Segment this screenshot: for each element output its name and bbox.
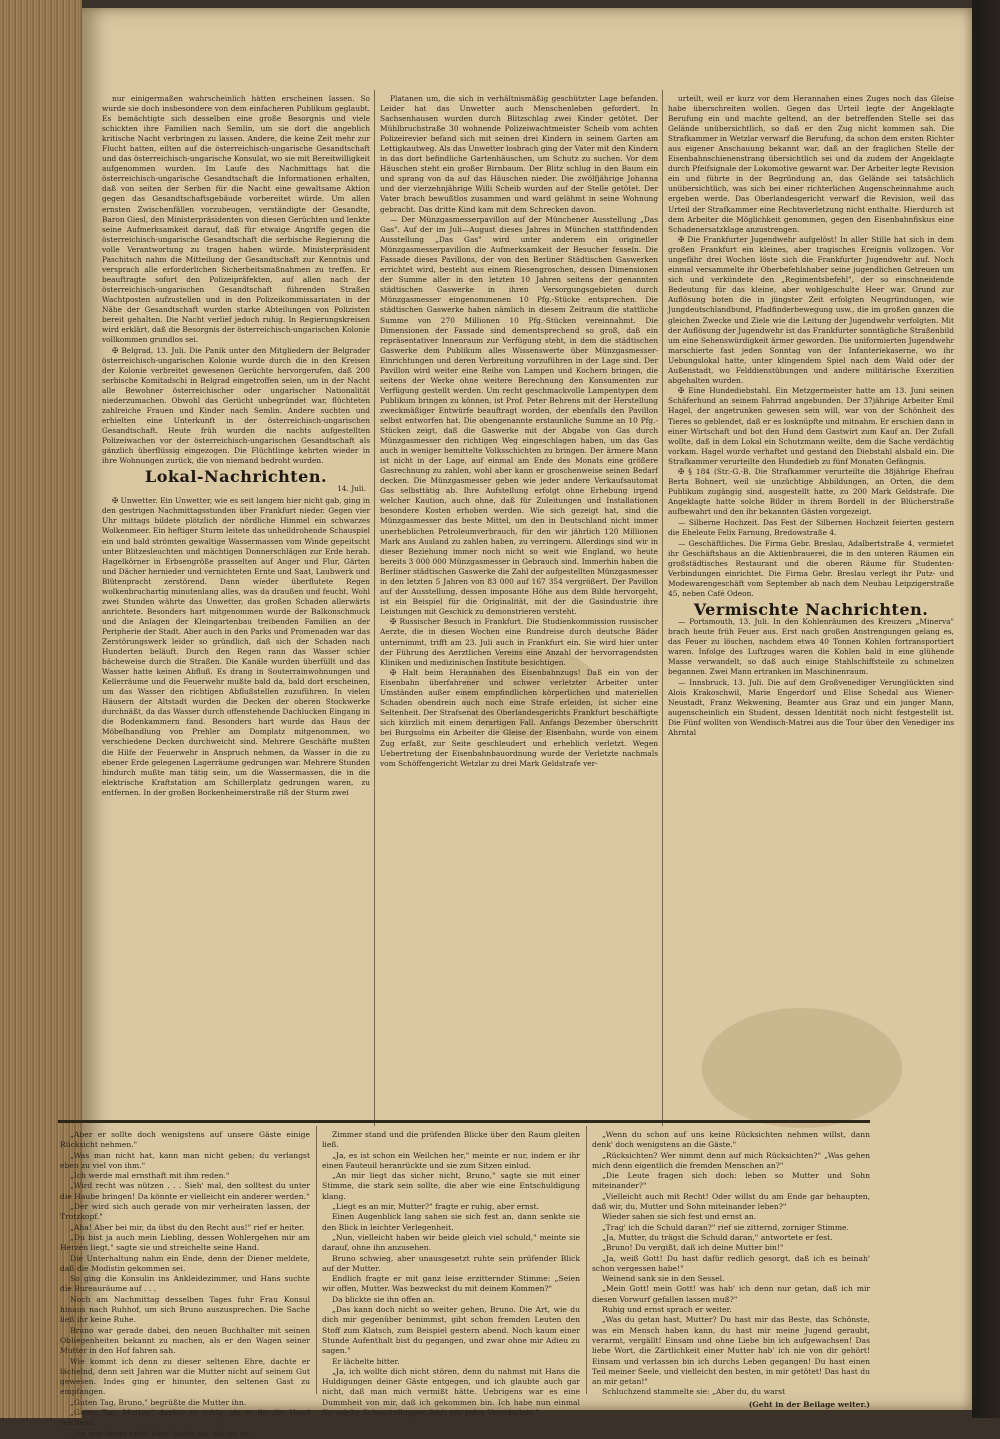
feuilleton-line: Zimmer stand und die prüfenden Blicke über den Raum gleiten ließ.: [322, 1130, 580, 1150]
column-divider: [662, 90, 663, 1126]
feuilleton-column-2: [322, 1130, 580, 1418]
article-innsbruck: — Innsbruck, 13. Juli. Die auf dem Großvenediger Verunglückten sind Alois Krakoschwil, Marie Engerdorf und Elise Schedal aus Wiener-Neustadt, Franz Wekwening, Beamter aus Graz und ein junger Mann, augenscheinlich ein Student, dessen Identität noch nicht festgestellt ist. Die Fünf wollten von Wendisch-Matrei aus die Tour über den Venediger ins Ahrntal: [668, 677, 954, 737]
feuilleton-line: „Nun, vielleicht haben wir beide gleich viel schuld," meinte sie darauf, ohne ihn anzusehen.: [322, 1232, 580, 1253]
dateline: 14. Juli.: [337, 484, 366, 494]
column-divider: [586, 1126, 587, 1394]
feuilleton-line: „Guten Tag, Mutter," dankte er ruhig, als er ihr die Hand reichend.: [60, 1408, 310, 1428]
feuilleton-line: „Ja, Mutter, du trägst die Schuld daran," antwortete er fest.: [602, 1232, 833, 1242]
feuilleton-line: „Ja, ich wollte dich nicht stören, denn du nahmst mit Hans die Huldigungen deiner Gäste entgegen, und ich glaubte auch gar nicht, daß man mich vermißt hätte. Uebrigens war es eine Dummheit von mir, daß ich gekommen bin. Ich habe nun einmal für solche Schaustellungen fehlt mir jedes Verständnis.": [322, 1366, 580, 1418]
feuilleton-line: Die Unterhaltung nahm ein Ende, denn der Diener meldete, daß die Modistin gekommen sei.: [60, 1253, 310, 1273]
article-unwetter: ✠ Unwetter. Ein Unwetter, wie es seit langem hier nicht gab, ging in den gestrigen Nachmittagsstunden über Frankfurt nieder. Gegen vier Uhr mittags bildete plötzlich der nördliche Himmel ein schwarzes Wolkenmeer. Ein heftiger Sturm leitete das unheildrohende Schauspiel ein und bald strömten gewaltige Wassermassen vom Winde gepeitscht unter Blitzesleuchten und mächtigen Donnerschlägen zur Erde herab. Hagelkörner in Erbsengröße prasselten auf Anger und Flur, Gärten und Dächer hernieder und vernichteten Ernte und Saat, Laubwerk und Blütenpracht zerstörend. Dann wieder überflutete Regen wolkenbruchartig minutenlang alles, was da draußen und feucht. Wohl zwei Stunden währte das Unwetter, das großen Schaden allerwärts anrichtete. Besonders hart mitgenommen wurde der Balkonschmuck und die Anlagen der Kleingartenbau treibenden Familien an der Peripherie der Stadt. Aber auch in den Parks und Promenaden war das Zerstörungswerk leider so gründlich, daß sich der Schaden nach Hunderten beläuft. Durch den Regen rann das Wasser schier bächeweise durch die Straßen. Die Kanäle wurden überfüllt und das Wasser hatte keinen Abfluß. Es drang in Souterrainwohnungen und Kellerräume und die Feuerwehr mußte bald da, bald dort erscheinen, um das Wasser den richtigen Abflußstellen zuzuführen. In vielen Häusern der Altstadt wurden die Decken der oberen Stockwerke durchnäßt, da das Wasser durch offenstehende Dachlucken Eingang in die Bodenkammern fand. Besonders hart wurde das Haus der Möbelhandlung von Prehler am Domplatz mitgenommen, wo verschiedene Decken durchweicht sind. Mehrere Geschäfte mußten die Hilfe der Feuerwehr in Anspruch nehmen, da Wasser in die zu ebener Erde gelegenen Lagerräume gedrungen war. Mehrere Stunden hindurch mußte man tätig sein, um die Wassermassen, die in die elektrische Kraftstation am Schillerplatz gedrungen waren, zu entfernen. In der großen Bockenheimerstraße riß der Sturm zwei: [102, 496, 370, 797]
feuilleton-line: Noch am Nachmittag desselben Tages fuhr Frau Konsul hinaus nach Ruhhof, um sich Bruno auszusprechen. Die Sache ließ ihr keine Ruhe.: [60, 1294, 310, 1325]
article-text: urteilt, weil er kurz vor dem Herannahen eines Zuges noch das Gleise habe überschreiten wollen. Gegen das Urteil legte der Angeklagte Berufung ein und machte geltend, an der betreffenden Stelle sei das Gelände unübersichtlich, so daß er den Zug nicht kommen sah. Die Strafkammer in Wetzlar verwarf die Berufung, da schon dem ersten Richter aus eigener Anschauung bekannt war, daß an der fraglichen Stelle der Eisenbahnschienenstrang übersichtlich sei und da zudem der Angeklagte durch Pfeifsignale der Lokomotive gewarnt war. Der Arbeiter legte Revision ein und führte in der Begründung an, das Gelände sei tatsächlich unübersichtlich, was sich bei einer richterlichen Augenscheinnahme auch ergeben werde. Das Oberlandesgericht verwarf die Revision, weil das Urteil der Strafkammer eine Rechtsverletzung nicht enthalte. Hierdurch ist dem Arbeiter die Möglichkeit genommen, gegen den Eisenbahnfiskus eine Schadenersatzklage anzustrengen.: [668, 94, 954, 234]
feuilleton-line: „Der wird sich auch gerade von mir verheiraten lassen, der Trotzkopf.": [60, 1202, 310, 1222]
feuilleton-line: „An mir liegt das sicher nicht, Bruno," sagte sie mit einer Stimme, die stark sein sollte, die aber wie eine Entschuldigung klang.: [322, 1171, 580, 1201]
feuilleton-column-1: [60, 1130, 310, 1438]
feuilleton-line: Weinend sank sie in den Sessel.: [602, 1274, 725, 1284]
feuilleton-line: „Trag' ich die Schuld daran?" rief sie zitternd, zorniger Stimme.: [602, 1222, 849, 1232]
section-title-vermischte: Vermischte Nachrichten.: [693, 599, 929, 619]
feuilleton-line: Ruhig und ernst sprach er weiter.: [602, 1305, 732, 1315]
article-text: Platanen um, die sich in verhältnismäßig geschützter Lage befanden. Leider hat das Unwetter auch Menschenleben gefordert. In Sachsenhausen wurden durch Blitzschlag zwei Kinder getötet. Der Mühlbruchstraße 30 wohnende Polizeiwachtmeister Scheib vom achten Polizeirevier befand sich mit seinen drei Kindern in seinem Garten am Lettigkautweg. Als das Unwetter losbrach ging der Vater mit den Kindern in das dort befindliche Gartenhäuschen, um Schutz zu suchen. Vor dem Häuschen steht ein großer Birnbaum. Der Blitz schlug in den Baum ein und sprang von da auf das Häuschen nieder. Die zwölfjährige Johanna und der vierzehnjährige Willi Scheib wurden auf der Stelle getötet. Der Vater brach bewußtlos zusammen und ward gelähmt in seine Wohnung gebracht. Das dritte Kind kam mit dem Schrecken davon.: [380, 94, 658, 214]
article-hundediebstahl: ✠ Eine Hundediebstahl. Ein Metzgermeister hatte am 13. Juni seinen Schäferhund an seinem Fahrrad angebunden. Der 37jährige Arbeiter Emil Hagel, der angetrunken gewesen sein will, war von der Schönheit des Tieres so geblendet, daß er es losknüpfte und mitnahm. Er erschien dann in einer Wirtschaft und bot den Hund dem Gastwirt zum Kauf an. Der Zufall wollte, daß in dem Lokal ein Schutzmann weilte, dem die Sache verdächtig vorkam. Hagel wurde verhaftet und gestand den Diebstahl alsbald ein. Die Strafkammer verurteilte den Hundedieb zu fünf Monaten Gefängnis.: [668, 386, 954, 466]
article-russian-visit: ✠ Russischer Besuch in Frankfurt. Die Studienkommission russischer Aerzte, die in diesen Wochen eine Rundreise durch deutsche Bäder unternimmt, trifft am 23. Juli auch in Frankfurt ein. Sie wird hier unter der Führung des Aerztlichen Vereins eine Anzahl der hervorragendsten Kliniken und medizinischen Institute besichtigen.: [380, 617, 658, 667]
feuilleton-line: „Aber er sollte doch wenigstens auf unsere Gäste einige Rücksicht nehmen.": [60, 1130, 310, 1150]
feuilleton-line: „Was man nicht hat, kann man nicht geben; du verlangst eben zu viel von ihm.": [60, 1150, 310, 1170]
feuilleton-line: „Rücksichten? Wer nimmt denn auf mich Rücksichten?" „Was gehen mich denn eigentlich die fremden Menschen an?": [592, 1150, 870, 1170]
feuilleton-column-3: [592, 1130, 870, 1409]
feuilleton-line: „Das kann doch nicht so weiter gehen, Bruno. Die Art, wie du dich mir gegenüber benimmst, gibt schon fremden Leuten den Stoff zum Klatsch, zum Beispiel gestern abend. Noch kaum einer Stunde Aufenthalt bist du gegangen, und zwar ohne mir Adieu zu sagen.": [322, 1305, 580, 1356]
feuilleton-line: Endlich fragte er mit ganz leise erzitternder Stimme: „Seien wir offen, Mutter. Was bezweckst du mit deinem Kommen?": [322, 1274, 580, 1294]
feuilleton-line: „Ja, es ist schon ein Weilchen her," meinte er nur, indem er ihr einen Fauteuil heranrückte und sie zum Sitzen einlud.: [322, 1150, 580, 1170]
article-text: nur einigermaßen wahrscheinlich hätten erscheinen lassen. So wurde sie doch insbesondere von dem einfacheren Publikum geglaubt. Es bemächtigte sich desselben eine große Besorgnis und viele schickten ihre Familien nach Semlin, um sie dort die angeblich kritische Nacht verbringen zu lassen. Andere, die keine Zeit mehr zur Flucht hatten, eilten auf die österreichisch-ungarische Gesandtschaft und das österreichisch-ungarische Konsulat, wo sie mit Bereitwilligkeit aufgenommen wurden. Im Laufe des Nachmittags hat die österreichisch-ungarische Gesandtschaft die Informationen erhalten, daß von seiten der Serben für die Nacht eine gewaltsame Aktion gegen das Gesandtschaftsgebäude vorbereitet würde. Um allen ernsten Zwischenfällen vorzubeugen, verständigte der Gesandte, Baron Giesl, den Ministerpräsidenten von diesen Gerüchten und lenkte seine Aufmerksamkeit darauf, daß für etwaige Angriffe gegen die österreichisch-ungarische Gesandtschaft die serbische Regierung die volle Verantwortung zu tragen haben würde. Ministerpräsident Paschitsch nahm die Mitteilung der Gesandtschaft zur Kenntnis und versprach alle erforderlichen Sicherheitsmaßnahmen zu treffen. Er beauftragte sofort den Polizeipräfekten, auf allen nach der österreichisch-ungarischen Gesandtschaft führenden Straßen Wachtposten aufzustellen und in den Polizeikommissariaten in der Nähe der Gesandtschaft wurden starke Abteilungen von Polizisten bereit gehalten. Die Nacht verlief jedoch ruhig. In Regierungskreisen wird erklärt, daß die Besorgnis der österreichisch-ungarischen Kolonie vollkommen grundlos sei.: [102, 94, 370, 345]
feuilleton-line: Schluchzend stammelte sie: „Aber du, du warst: [602, 1387, 786, 1397]
section-title-lokal: Lokal-Nachrichten.: [144, 467, 328, 487]
article-gas-pavillon: — Der Münzgasmesserpavillon auf der Münchener Ausstellung „Das Gas". Auf der im Juli—August dieses Jahres in München stattfindenden Ausstellung „Das Gas" wird unter anderem ein origineller Münzgasmesserpavillon die Aufmerksamkeit der Besucher fesseln. Die Fassade dieses Pavillons, der von den Berliner Städtischen Gaswerken errichtet wird, besteht aus einem Riesengroschen, dessen Dimensionen der Summe aller in den letzten 10 Jahren seitens der genannten städtischen Gaswerke in ihren Versorgungsgebieten durch Münzgasmesser eingenommenen 10 Pfg.-Stücke entsprechen. Die städtischen Gaswerke haben nämlich in diesem Zeitraum die stattliche Summe von 270 Millionen 10 Pfg.-Stücken vereinnahmt. Die Dimensionen der Fassade sind dementsprechend so groß, daß ein repräsentativer Innenraum zur Verfügung steht, in dem die städtischen Gaswerke dem Publikum alles Wissenswerte über Münzgasmesser-Einrichtungen und deren Verbreitung vorzuführen in der Lage sind. Der Pavillon wird weiter eine Reihe von Lampen und Kochern bringen, die seitens der Werke ohne weitere Berechnung den Konsumenten zur Verfügung gestellt werden. Um recht geschmackvolle Lampentypen dem Publikum bringen zu können, ist Prof. Peter Behrens mit der Herstellung zweckmäßiger Entwürfe beauftragt worden, der ebenfalls den Pavillon selbst entworfen hat. Die obengenannte erstaunliche Summe an 10 Pfg.-Stücken zeigt, daß die Gaswerke mit der Abgabe von Gas durch Münzgasmesser den richtigen Weg eingeschlagen haben, um das Gas auch in weniger bemittelte Volksschichten zu bringen. Der ärmere Mann ist nicht in der Lage, auf einmal am Ende des Monats eine größere Gasrechnung zu zahlen, wohl aber kann er groschenweise seinen Bedarf decken. Die Münzgasmesser geben wie jeder andere Verkaufsautomat Gas selbsttätig ab. Ihre Aufstellung erfolgt ohne Erhebung irgend welcher Kaution, auch ohne, daß für Zuleitungen und Installationen besondere Kosten erhoben werden. Wie sich gezeigt hat, sind die Münzgasmesser das beste Mittel, um den in Deutschland nicht immer unerheblichen Petroleumverbrauch, für den wir jährlich 120 Millionen Mark ans Ausland zu zahlen haben, zu verringern. Allerdings sind wir in dieser Beziehung immer noch nicht so weit wie England, wo heute bereits 3 000 000 Münzgasmesser in Gebrauch sind. Immerhin haben die Berliner städtischen Gaswerke die Zahl der aufgestellten Münzgasmesser in den letzten 5 Jahren von 83 000 auf 167 354 vergrößert. Der Pavillon auf der Ausstellung, dessen imposante Höhe aus dem Bilde hervorgeht, ist ein Beispiel für die Originalität, mit der die Gasindustrie ihre Leistungen mit Geschick zu demonstrieren versteht.: [380, 215, 658, 616]
feuilleton-line: „Vielleicht auch mit Recht! Oder willst du am Ende gar behaupten, daß wir, du, Mutter und Sohn miteinander leben?": [592, 1191, 870, 1212]
feuilleton-line: Bruno war gerade dabei, den neuen Buchhalter mit seinen Obliegenheiten bekannt zu machen, als er den Wagen seiner Mutter in den Hof fahren sah.: [60, 1325, 310, 1356]
article-paragraph-184: ✠ § 184 (Str.-G.-B. Die Strafkammer verurteilte die 38jährige Ehefrau Berta Bohnert, weil sie unzüchtige Abbildungen, an Orten, die dem Publikum zugängig sind, ausgestellt hatte, zu 200 Mark Geldstrafe. Die Angeklagte hatte solche Bilder in ihrem Bordell in der Blücherstraße aufbewahrt und den ihr bekannten Gästen vorgezeigt.: [668, 467, 954, 517]
feuilleton-rule: [58, 1120, 870, 1123]
feuilleton-line: „Mein Gott! mein Gott! was hab' ich denn nur getan, daß ich mir diesen Vorwurf gefallen lassen muß?": [592, 1284, 870, 1304]
column-2: [380, 94, 658, 1124]
feuilleton-line: „Ja, weiß Gott! Du hast dafür redlich gesorgt, daß ich es beinah' schon vergessen habe!": [592, 1253, 870, 1273]
article-belgrad: ✠ Belgrad, 13. Juli. Die Panik unter den Mitgliedern der Belgrader österreichisch-ungarischen Kolonie wurde durch die in den Kreisen der Kolonie verbreitet gewesenen Gerüchte hervorgerufen, daß 200 serbische Komitadschi in Belgrad eingetroffen seien, um in der Nacht alle Bewohner österreichischer oder ungarischer Nationalität niederzumachen. Obwohl das Gerücht unbegründet war, flüchteten zahlreiche Frauen und Kinder nach Semlin. Andere suchten und erhielten eine Unterkunft in der österreichisch-ungarischen Gesandtschaft. Heute früh wurden die nachts aufgestellten Polizeiwachen vor der österreichisch-ungarischen Gesandtschaft als gänzlich überflüssig eingezogen. Die Flüchtlinge kehrten wieder in ihre Wohnungen zurück, die von niemand bedroht wurden.: [102, 345, 370, 466]
continued-note: (Geht in der Beilage weiter.): [748, 1399, 870, 1409]
feuilleton-line: „Wird recht was nützen . . . Sieh' mal, den solltest du unter die Haube bringen! Da könnte er vielleicht ein anderer werden.": [60, 1181, 310, 1201]
feuilleton-line: So ging die Konsulin ins Ankleidezimmer, und Hans suchte die Bureauräume auf . . .: [60, 1274, 310, 1294]
feuilleton-line: „Bruno! Du vergißt, daß ich deine Mutter bin!": [602, 1243, 784, 1253]
article-jugendwehr: ✠ Die Frankfurter Jugendwehr aufgelöst! In aller Stille hat sich in dem großen Frankfurt ein kleines, aber tragisches Ereignis vollzogen. Vor ungefähr drei Wochen löste sich die Frankfurter Jugendwehr auf. Noch einmal versammelte ihr Oberbefehlshaber seine jugendlichen Getreuen um sich und verkündete den „Regimentsbefehl", der so einschneidende Bedeutung für das kleine, aber wohlgeschulte Heer war. Grund zur Auflösung boten die in jüngster Zeit erfolgten Neugründungen, wie Jungdeutschlandbund, Pfadfinderbewegung usw., die im großen ganzen die gleichen Zwecke und Ziele wie die Leitung der Jugendwehr verfolgten. Mit der Auflösung der Jugendwehr ist das Frankfurter sonntägliche Straßenbild um eine Sehenswürdigkeit ärmer geworden. Die uniformierten Jugendwehr marschierte fast jeden Sonntag von der Infanteriekaserne, wo ihr Uebungslokal hatte, unter klingendem Spiel nach dem Wald oder der Außenstadt, wo Felddienstübungen und andere militärische Exerzitien abgehalten wurden.: [668, 235, 954, 385]
feuilleton-line: „Ich werde mal ernsthaft mit ihm reden.": [70, 1171, 230, 1181]
feuilleton-line: Wie kommt ich denn zu dieser seltenen Ehre, dachte er lächelnd, denn seit Jahren war die Mutter nicht auf seinem Gut gewesen. Indes ging er hinunter, den seltenen Gast zu empfangen.: [60, 1356, 310, 1397]
feuilleton-line: Bruno schwieg, aber unausgesetzt ruhte sein prüfender Blick auf der Mutter.: [322, 1253, 580, 1273]
feuilleton-line: „Die Leute fragen sich doch: leben so Mutter und Sohn miteinander?": [592, 1171, 870, 1191]
column-divider: [374, 90, 375, 1126]
feuilleton-line: „Wenn du schon auf uns keine Rücksichten nehmen willst, dann denk' doch wenigstens an die Gäste.": [592, 1130, 870, 1150]
feuilleton-line: „Aha! Aber bei mir, da übst du den Recht aus!" rief er heiter.: [70, 1222, 305, 1232]
article-business: — Geschäftliches. Die Firma Gebr. Breslau, Adalbertstraße 4, vermietet ihr Geschäftshaus an die Aktienbrauerei, die in den unteren Räumen ein großstädtisches Restaurant und die oberen Räume für Studenten-Verbindungen einrichtet. Die Firma Gebr. Breslau verlegt ihr Putz- und Modewarengeschäft vom September ab nach dem Neubau Leipzigerstraße 45, neben Café Odeon.: [668, 538, 954, 598]
feuilleton-line: „Liegt es an mir, Mutter?" fragte er ruhig, aber ernst.: [332, 1202, 540, 1212]
article-silver-wedding: — Silberne Hochzeit. Das Fest der Silbernen Hochzeit feierten gestern die Eheleute Felix Farnung, Bredowstraße 4.: [668, 517, 954, 538]
feuilleton-line: Er lächelte bitter.: [332, 1356, 400, 1366]
feuilleton-line: Wieder sahen sie sich fest und ernst an.: [602, 1212, 757, 1222]
column-3: [668, 94, 954, 1124]
column-1: [102, 94, 370, 1124]
article-railway: ✠ Halt beim Herannahen des Eisenbahnzugs! Daß ein von der Eisenbahn überfahrener und schwer verletzter Arbeiter unter Umständen außer einem empfindlichen körperlichen und materiellen Schaden obendrein auch noch eine Strafe erleiden, ist sicher eine Seltenheit. Der Strafsenat des Oberlandesgerichts Frankfurt beschäftigte sich kürzlich mit einem derartigen Fall. Anfangs Dezember überschritt bei Burgsolms ein Arbeiter die Gleise der Eisenbahn, wurde von einem Zug erfaßt, zur Seite geschleudert und erheblich verletzt. Wegen Uebertretung der Eisenbahnbauordnung wurde der Verletzte nachmals vom Schöffengericht Wetzlar zu drei Mark Geldstrafe ver-: [380, 668, 658, 768]
feuilleton-line: „Ich war lange nicht hier," sagte sie, als sie im: [70, 1428, 250, 1438]
feuilleton-line: „Guten Tag, Bruno," begrüßte die Mutter ihn.: [70, 1397, 247, 1407]
feuilleton-line: Da blickte sie ihn offen an.: [332, 1294, 436, 1304]
article-portsmouth: — Portsmouth, 13. Juli. In den Kohlenräumen des Kreuzers „Minerva" brach heute früh Feuer aus. Erst nach großen Anstrengungen gelang es, das Feuer zu löschen, nachdem etwa 40 Tonnen Kohlen fortransportiert waren. Infolge des Luftzuges waren die Kohlen bald in eine glühende Masse verwandelt, so daß auch einige Stahlschiffsteile zu schmelzen begannen. Zwei Mann ertranken im Maschinenraum.: [668, 616, 954, 677]
feuilleton-line: Einen Augenblick lang sahen sie sich fest an, dann senkte sie den Blick in leichter Verlegenheit.: [322, 1212, 580, 1232]
column-divider: [316, 1126, 317, 1394]
feuilleton-line: „Was du getan hast, Mutter? Du hast mir das Beste, das Schönste, was ein Mensch haben kann, du hast mir meine Jugend geraubt, verarmt, vergällt! Einsam und ohne Liebe bin ich aufgewachsen! Das liebe Wort, die Zärtlichkeit einer Mutter hab' ich nie von dir gehört! Einsam und verlassen bin ich durchs Leben gegangen! Du hast einen Teil meiner Seele, und vielleicht den besten, in mir getötet! Das hast du an mir getan!": [592, 1315, 870, 1387]
book-binding: [972, 0, 1000, 1418]
feuilleton-line: „Du bist ja auch mein Liebling, dessen Wohlergehen mir am Herzen liegt," sagte sie und streichelte seine Hand.: [60, 1232, 310, 1253]
